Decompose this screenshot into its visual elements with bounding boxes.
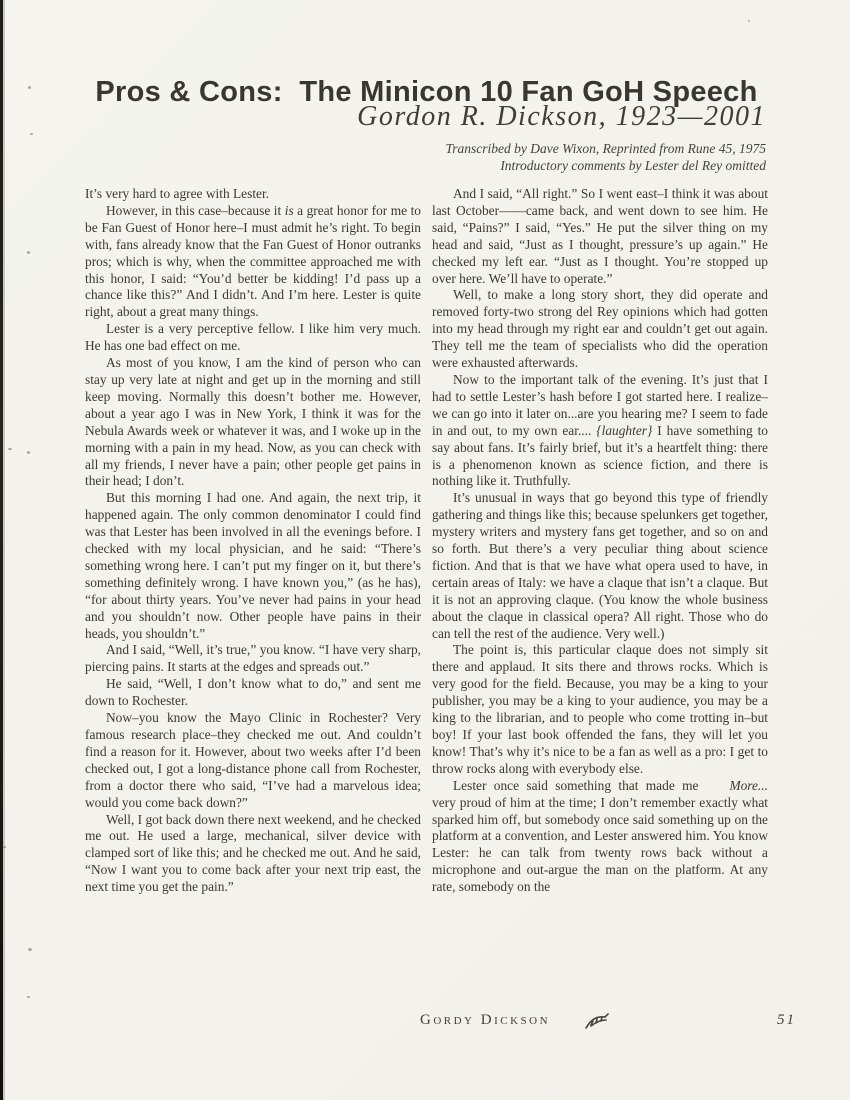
text-segment: It’s very hard to agree with Lester. xyxy=(85,186,270,201)
paragraph xyxy=(432,642,768,777)
page-footer xyxy=(0,1010,850,1040)
paragraph xyxy=(85,203,421,321)
scan-edge-shadow xyxy=(3,0,5,1100)
text-segment: And I said, “Well, it’s true,” you know. “I have very sharp, piercing pains. It starts at the edges and spreads out.” xyxy=(85,642,421,675)
paragraph xyxy=(432,778,768,896)
scan-speckle xyxy=(28,86,31,89)
paragraph xyxy=(85,642,421,676)
text-segment: Now to the important talk of the evening. It’s just that I had to settle Lester’s hash before I got started here. I realize–we can go into it later on...are you hearing me? I seem to fade in and out, to my own ear.... xyxy=(432,371,768,438)
running-title: Gordy Dickson xyxy=(420,1012,551,1028)
text-segment: The point is, this particular claque does not simply sit there and applaud. It sits there and throws rocks. Which is very good for the field. Because, you may be a king to your publisher, you may be a king to your audience, you may be a king to the librarian, and to people who come trotting in–but boy! If your last book offended the fans, they will let you know! That’s why it’s nice to be a fan as well as a pro: I get to throw rocks along with everybody else. xyxy=(432,642,768,776)
squiggle-ornament-icon xyxy=(584,1010,610,1037)
scan-speckle xyxy=(8,448,12,450)
continuation-marker: More... xyxy=(729,777,768,793)
italic-text-segment: is xyxy=(284,202,294,218)
text-segment: He said, “Well, I don’t know what to do,” and sent me down to Rochester. xyxy=(85,676,421,709)
text-segment: It’s unusual in ways that go beyond this type of friendly gathering and things like this; because spelunkers get together, mystery writers and mystery fans get together, and so on and so forth. But there’s a very peculiar thing about science fiction. And that is that we have what opera used to have, in certain areas of Italy: we have a claque that isn’t a claque. But it is not an approving claque. (You know the whole business about the claque in classical opera? All right. Those who do can tell the rest of the audience. Very well.) xyxy=(432,490,768,641)
paragraph xyxy=(85,676,421,710)
credits-block xyxy=(446,140,766,174)
scan-speckle xyxy=(748,20,750,22)
text-segment: a great honor for me to be Fan Guest of Honor here–I must admit he’s right. To begin with, fans already know that the Fan Guest of Honor outranks pros; which is why, when the committee approached me with this honor, I said: “You’d better be kidding! I’d pass up a chance like this?” And I didn’t. And I’m here. Lester is quite right, about a great many things. xyxy=(85,202,421,320)
credit-intro-note: Introductory comments by Lester del Rey omitted xyxy=(500,158,766,173)
scan-speckle xyxy=(3,846,6,848)
paragraph xyxy=(432,490,768,642)
text-segment: Now–you know the Mayo Clinic in Rochester? Very famous research place–they checked me out. And couldn’t find a reason for it. However, about two weeks after I’d been checked out, I got a long-distance phone call from Rochester, from a doctor there who said, “I’ve had a marvelous idea; would you come back down?” xyxy=(85,710,421,810)
paragraph xyxy=(85,710,421,811)
paragraph xyxy=(432,186,768,287)
scan-speckle xyxy=(27,996,30,998)
text-segment: Well, I got back down there next weekend, and he checked me out. He used a large, mechanical, silver device with clamped sort of like this; and he checked me out. And he said, “Now I want you to come back after your next trip east, the next time you get the pain.” xyxy=(85,811,421,895)
paragraph xyxy=(85,321,421,355)
italic-text-segment: {laughter} xyxy=(596,422,653,438)
article-body xyxy=(85,186,768,896)
paragraph xyxy=(85,355,421,490)
text-segment: Lester is a very perceptive fellow. I like him very much. He has one bad effect on me. xyxy=(85,321,421,354)
credit-transcription: Transcribed by Dave Wixon, Reprinted from Rune 45, 1975 xyxy=(445,141,766,156)
text-segment: As most of you know, I am the kind of person who can stay up very late at night and get up in the morning and still keep moving. Normally this doesn’t bother me. However, about a year ago I was in New York, I think it was for the Nebula Awards week or whatever it was, and I woke up in the morning with a pain in my head. Now, as you can check with all my friends, I never have a pain; other people get pains in their head; I don’t. xyxy=(85,355,421,489)
text-segment: Well, to make a long story short, they did operate and removed forty-two strong del Rey opinions which had gotten into my head through my right ear and couldn’t get out again. They tell me the team of specialists who did the operation were exhausted afterwards. xyxy=(432,287,768,371)
paragraph xyxy=(85,812,421,897)
scan-speckle xyxy=(30,133,33,135)
right-column xyxy=(432,186,768,896)
scan-speckle xyxy=(28,948,32,951)
page-title: Pros & Cons: The Minicon 10 Fan GoH Speech xyxy=(95,76,758,109)
paragraph xyxy=(85,186,421,203)
text-segment: But this morning I had one. And again, the next trip, it happened again. The only common denominator I could find was that Lester has been involved in all the evenings before. I checked with my local physician, and he said: “There’s something wrong here. I can’t put my finger on it, but there’s something definitely wrong. I have known you,” (as he has), “for about thirty years. You’ve never had pains in your head and you shouldn’t now. Other people have pains in their heads, you shouldn’t.” xyxy=(85,490,421,641)
text-segment: I have something to say about fans. It’s fairly brief, but it’s a heartfelt thing: there is a phenomenon known as science fiction, and there is nothing like it. Truthfully. xyxy=(432,422,768,489)
text-segment: And I said, “All right.” So I went east–I think it was about last October——came back, and went down to see him. He said, “Pains?” I said, “Yes.” He put the silver thing on my head and said, “Just as I thought, pressure’s up again.” He checked my left ear. “Just as I thought. You’re stopped up over here. We’ll have to operate.” xyxy=(432,186,768,286)
paragraph xyxy=(432,372,768,490)
paragraph xyxy=(432,287,768,372)
text-segment: However, in this case–because it xyxy=(106,202,285,218)
left-column xyxy=(85,186,421,896)
scan-speckle xyxy=(27,251,30,254)
paragraph xyxy=(85,490,421,642)
scan-speckle xyxy=(27,451,30,454)
text-segment: Lester once said something that made me very proud of him at the time; I don’t remember exactly what sparked him off, but somebody once said something up on the platform at a convention, and Lester answered him. You know Lester: he can talk from twenty rows back without a microphone and out-argue the man on the platform. At any rate, somebody on the xyxy=(432,777,768,895)
byline-author: Gordon R. Dickson, 1923—2001 xyxy=(357,101,766,132)
page-number: 51 xyxy=(777,1012,796,1028)
